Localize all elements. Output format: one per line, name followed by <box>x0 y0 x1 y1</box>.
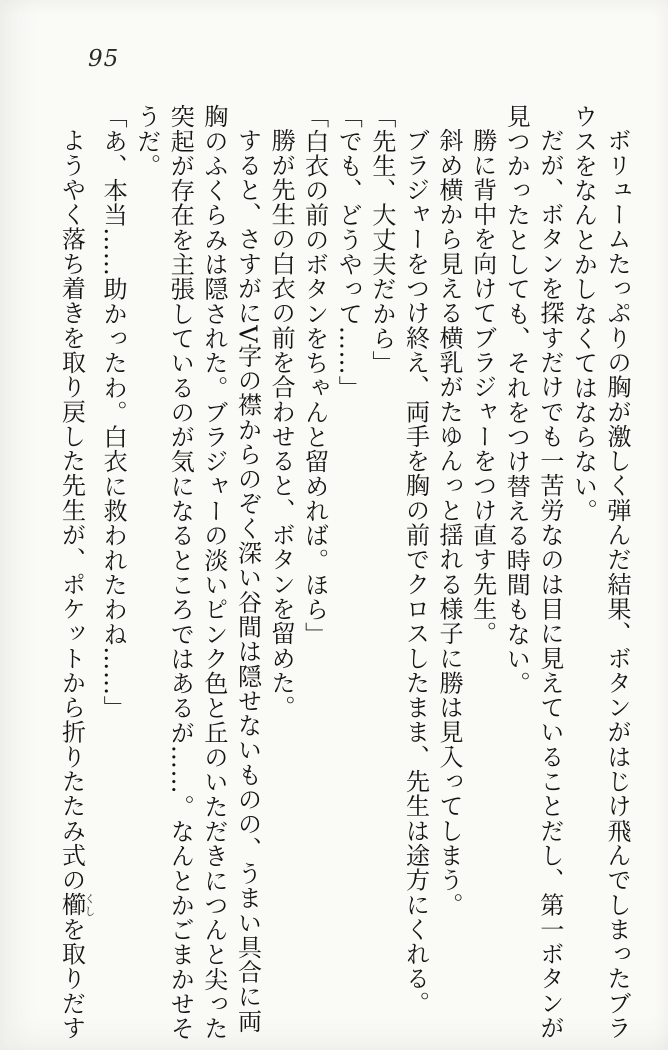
ruby-reading: くし <box>83 892 96 917</box>
text-line: ウスをなんとかしなくてはならない。 <box>569 104 598 524</box>
text-line: ボリュームたっぷりの胸が激しく弾んだ結果、ボタンがはじけ飛んでしまったブラ <box>603 128 631 1041</box>
text-line: 斜め横から見える横乳がたゆんっと揺れる様子に勝は見入ってしまう。 <box>435 128 464 917</box>
text-line: だが、ボタンを探すだけでも一苦労なのは目に見えていることだし、第一ボタンが <box>535 128 564 1041</box>
text-line: 勝に背中を向けてブラジャーをつけ直す先生。 <box>468 128 497 646</box>
text-line: ブラジャーをつけ終え、両手を胸の前でクロスしたまま、先生は途方にくれる。 <box>401 128 430 1016</box>
text-line: 突起が存在を主張しているのが気になるところではあるが……。なんとかごまかせそ <box>166 104 195 1041</box>
page-number: 95 <box>88 46 120 72</box>
dialogue-line: 「でも、どうやって……」 <box>334 104 363 400</box>
text-line: うだ。 <box>132 104 161 178</box>
line-text-pre: ようやく落ち着きを取り戻した先生が、ポケットから折りたたみ式の <box>57 128 86 893</box>
text-line: 勝が先生の白衣の前を合わせると、ボタンを留めた。 <box>267 128 296 720</box>
text-line: 胸のふくらみは隠された。ブラジャーの淡いピンク色と丘のいただきにつんと尖った <box>199 104 228 1041</box>
dialogue-line: 「白衣の前のボタンをちゃんと留めれば。ほら」 <box>300 104 329 647</box>
line-text-post: を取りだす <box>57 916 86 1041</box>
vertical-text-block <box>54 104 633 1046</box>
text-line-with-furigana <box>54 104 96 1046</box>
text-line: すると、さすがにV字の襟からのぞく深い谷間は隠せないものの、うまい具合に両 <box>233 128 262 1034</box>
dialogue-line: 「先生、大丈夫だから」 <box>367 104 396 376</box>
dialogue-line: 「あ、本当……助かったわ。白衣に救われたわね……」 <box>99 104 128 721</box>
ruby-base: 櫛 <box>57 892 86 917</box>
text-line: 見つかったとしても、それをつけ替える時間もない。 <box>502 104 531 696</box>
ruby-kushi <box>57 892 96 917</box>
